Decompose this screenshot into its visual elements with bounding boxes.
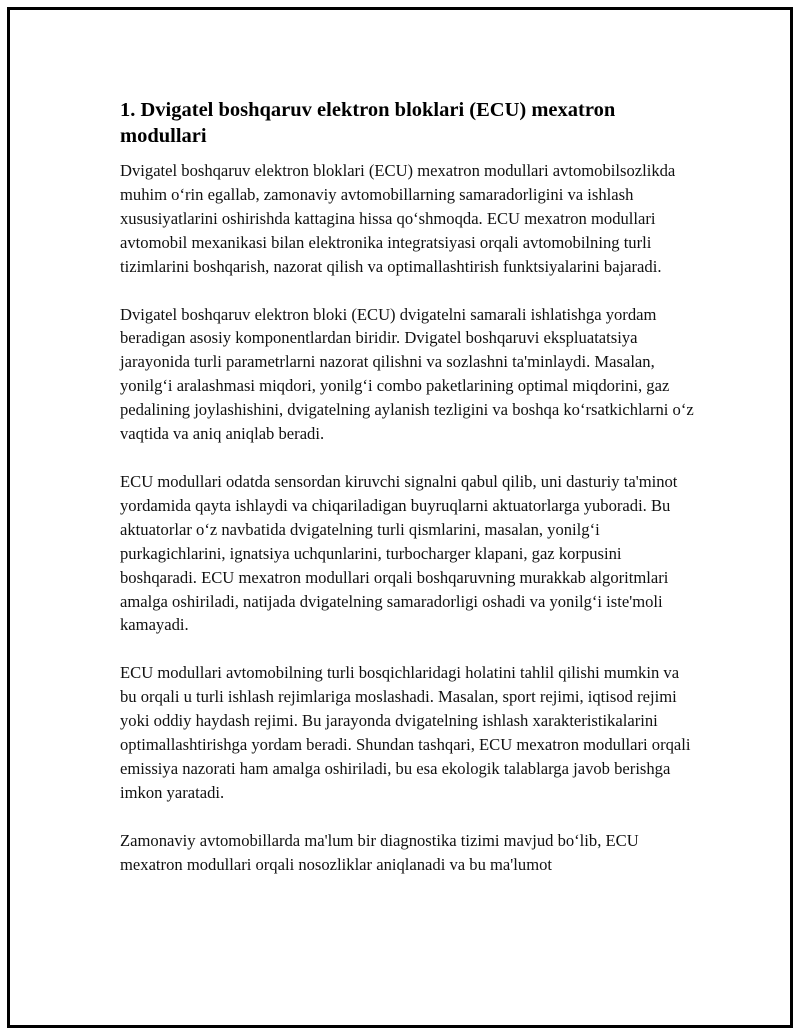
- paragraph-2: Dvigatel boshqaruv elektron bloki (ECU) dvigatelni samarali ishlatishga yordam beradigan asosiy komponentlardan biridir. Dvigatel boshqaruvi ekspluatatsiya jarayonida turli parametrlarni nazorat qilishni va sozlashni ta'minlaydi. Masalan, yonilg‘i aralashmasi miqdori, yonilg‘i combo paketlarining optimal miqdorini, gaz pedalining joylashishini, dvigatelning aylanish tezligini va boshqa ko‘rsatkichlarni o‘z vaqtida va aniq aniqlab beradi.: [120, 304, 694, 444]
- paragraph-5: Zamonaviy avtomobillarda ma'lum bir diagnostika tizimi mavjud bo‘lib, ECU mexatron modullari orqali nosozliklar aniqlanadi va bu ma'lumot: [120, 830, 639, 874]
- paragraph-4: ECU modullari avtomobilning turli bosqichlaridagi holatini tahlil qilishi mumkin va bu orqali u turli ishlash rejimlariga moslashadi. Masalan, sport rejimi, iqtisod rejimi yoki oddiy haydash rejimi. Bu jarayonda dvigatelning ishlash xarakteristikalarini optimallashtirishga yordam beradi. Shundan tashqari, ECU mexatron modullari orqali emissiya nazorati ham amalga oshiriladi, bu esa ekologik talablarga javob berishga imkon yaratadi.: [120, 663, 691, 802]
- page-frame: [7, 7, 793, 1028]
- section-heading: 1. Dvigatel boshqaruv elektron bloklari (ECU) mexatron modullari: [120, 99, 616, 147]
- paragraph-3: ECU modullari odatda sensordan kiruvchi signalni qabul qilib, uni dasturiy ta'minot yordamida qayta ishlaydi va chiqariladigan buyruqlarni aktuatorlarga yuboradi. Bu aktuatorlar o‘z navbatida dvigatelning turli qismlarini, masalan, yonilg‘i purkagichlarini, ignatsiya uchqunlarini, turbocharger klapani, gaz korpusini boshqaradi. ECU mexatron modullari orqali boshqaruvning murakkab algoritmlari amalga oshiriladi, natijada dvigatelning samaradorligi oshadi va yonilg‘i iste'moli kamayadi.: [120, 471, 678, 635]
- paragraph-1: Dvigatel boshqaruv elektron bloklari (ECU) mexatron modullari avtomobilsozlikda muhim o‘rin egallab, zamonaviy avtomobillarning samaradorligini va ishlash xususiyatlarini oshirishda kattagina hissa qo‘shmoqda. ECU mexatron modullari avtomobil mexanikasi bilan elektronika integratsiyasi orqali avtomobilning turli tizimlarini boshqarish, nazorat qilish va optimallashtirish funktsiyalarini bajaradi.: [120, 161, 676, 276]
- document-body: [120, 97, 695, 901]
